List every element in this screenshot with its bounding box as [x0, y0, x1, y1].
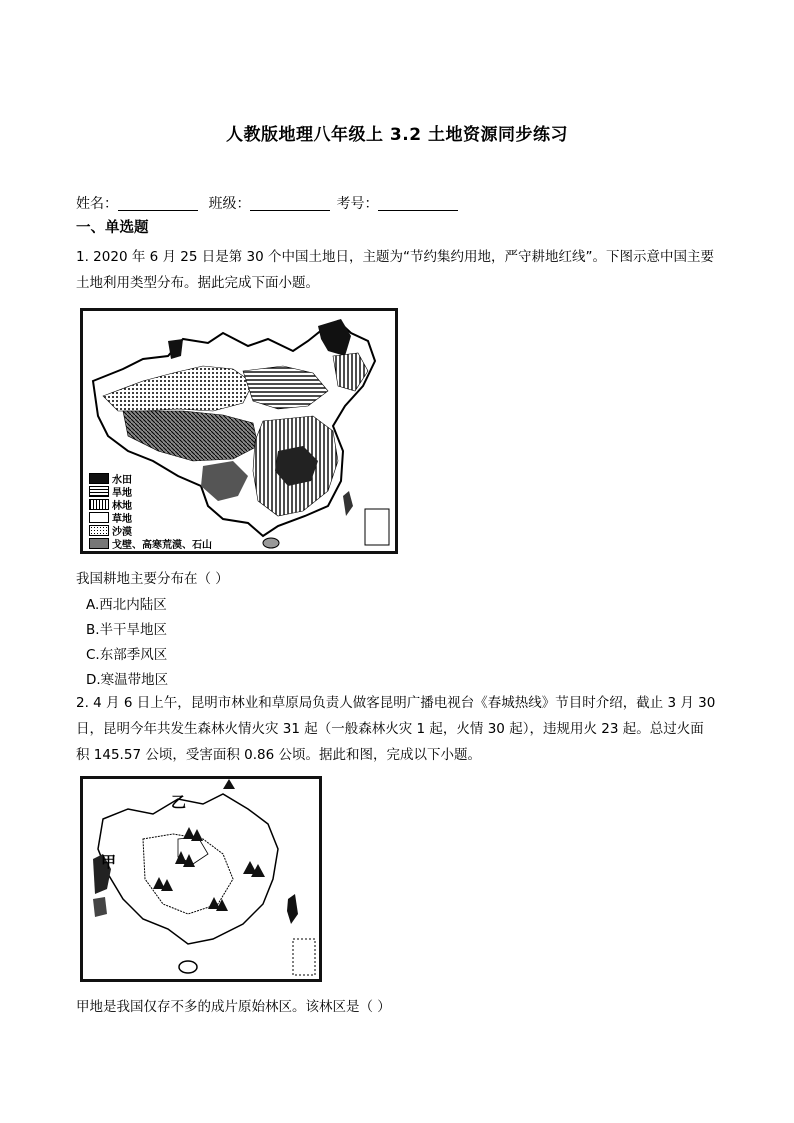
class-blank[interactable] — [250, 196, 330, 211]
legend-swatch — [89, 525, 109, 536]
document-title: 人教版地理八年级上 3.2 土地资源同步练习 — [226, 125, 568, 145]
q2-stem-line3: 积 145.57 公顷，受害面积 0.86 公顷。据此和图，完成以下小题。 — [76, 747, 481, 763]
class-label: 班级： — [208, 196, 251, 212]
south-china-forest-map-drawing — [83, 779, 319, 979]
q2-stem-line2: 日，昆明今年共发生森林火情火灾 31 起（一般森林火灾 1 起，火情 30 起），违规用火 23 起。总过火面 — [76, 721, 704, 737]
legend-swatch — [89, 538, 109, 549]
q2-stem-line1: 2. 4 月 6 日上午，昆明市林业和草原局负责人做客昆明广播电视台《春城热线》节目时介绍，截止 3 月 30 — [76, 695, 716, 711]
map-label-yi: 乙 — [171, 793, 187, 811]
legend-label: 沙漠 — [112, 527, 132, 538]
exam-blank[interactable] — [378, 196, 458, 211]
map-label-jia: 甲 — [101, 853, 117, 871]
exam-label: 考号： — [336, 196, 379, 212]
legend-label: 水田 — [112, 475, 132, 486]
student-info-line — [76, 193, 464, 213]
q2-sub-question: 甲地是我国仅存不多的成片原始林区。该林区是（ ） — [76, 999, 391, 1015]
name-blank[interactable] — [118, 196, 198, 211]
legend-swatch — [89, 512, 109, 523]
south-china-forest-map — [80, 776, 322, 982]
q2-stem — [76, 690, 726, 768]
q1-option-a[interactable]: A.西北内陆区 — [86, 597, 167, 613]
q1-stem-line1: 1. 2020 年 6 月 25 日是第 30 个中国土地日，主题为“节约集约用地，严守耕地红线”。下图示意中国主要 — [76, 249, 714, 265]
legend-swatch — [89, 499, 109, 510]
q1-option-b[interactable]: B.半干旱地区 — [86, 622, 168, 638]
legend-label: 旱地 — [112, 488, 132, 499]
china-land-use-map — [80, 308, 398, 554]
legend-label: 林地 — [112, 501, 132, 512]
q1-stem-line2: 土地利用类型分布。据此完成下面小题。 — [76, 275, 319, 291]
legend-label: 戈壁、高寒荒漠、石山 — [112, 540, 212, 551]
q1-option-d[interactable]: D.寒温带地区 — [86, 672, 169, 688]
q1-option-c[interactable]: C.东部季风区 — [86, 647, 168, 663]
q1-sub-question: 我国耕地主要分布在（ ） — [76, 571, 229, 587]
legend-swatch — [89, 473, 109, 484]
q1-stem — [76, 244, 726, 296]
legend-label: 草地 — [112, 514, 132, 525]
name-label: 姓名： — [76, 196, 118, 212]
section-heading: 一、单选题 — [76, 220, 149, 236]
legend-swatch — [89, 486, 109, 497]
legend-item-gobi — [89, 536, 212, 551]
